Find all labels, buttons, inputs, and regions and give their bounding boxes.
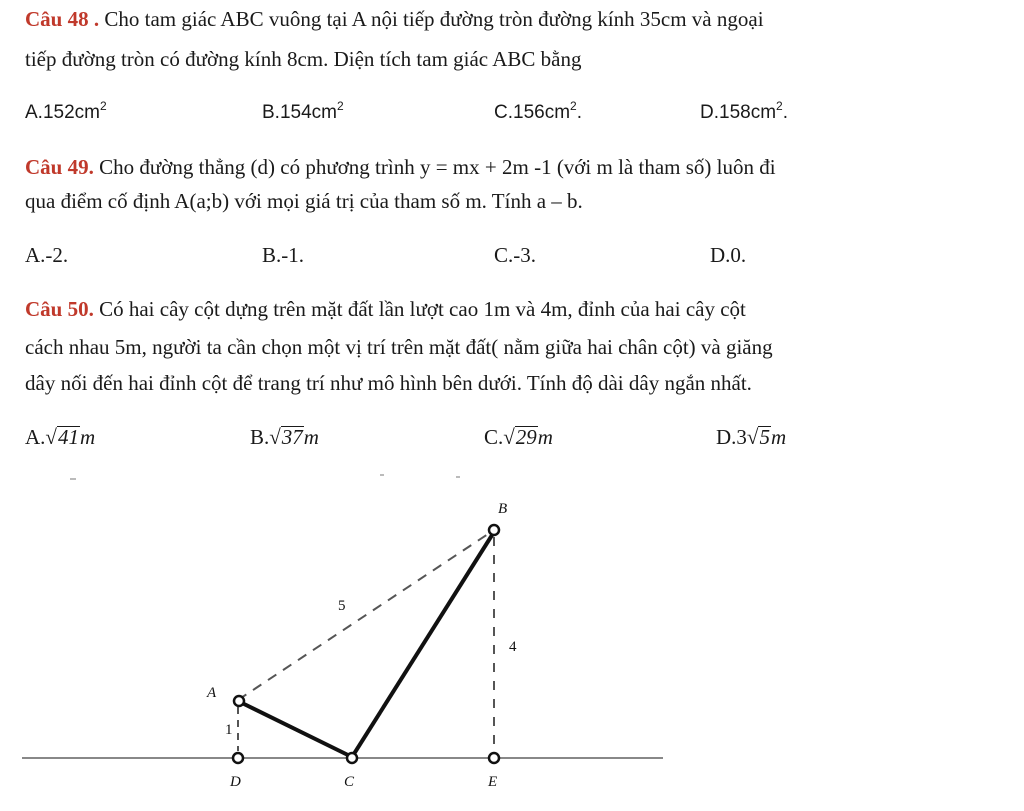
- label-c: C: [344, 774, 355, 790]
- q49-option-d[interactable]: [710, 242, 746, 268]
- option-radicand: 5: [759, 425, 770, 449]
- option-value: 158cm: [719, 102, 777, 123]
- q48-number: Câu 48 .: [25, 7, 100, 31]
- q49-number: Câu 49.: [25, 155, 94, 179]
- option-sup: 2: [99, 99, 107, 113]
- q50-option-b[interactable]: [250, 424, 319, 450]
- point-b: [489, 525, 499, 535]
- sqrt-icon: √: [503, 425, 515, 449]
- q50-text-line2: cách nhau 5m, người ta cần chọn một vị trí trên mặt đất( nằm giữa hai chân cột) và giăng: [25, 335, 773, 359]
- label-b: B: [498, 501, 508, 517]
- q50-option-d[interactable]: [716, 424, 786, 450]
- option-label: A.: [25, 102, 43, 123]
- q48-option-a[interactable]: [25, 100, 107, 126]
- option-sup: 2: [570, 99, 577, 113]
- option-label: C.: [484, 425, 504, 449]
- q48-line1: [25, 6, 764, 32]
- q49-line1: [25, 154, 776, 180]
- label-a: A: [207, 685, 217, 701]
- q50-number: Câu 50.: [25, 297, 94, 321]
- option-radicand: 29: [515, 425, 537, 449]
- option-value: 156cm: [513, 102, 571, 123]
- option-tail: .: [576, 102, 582, 123]
- q48-text-line2: tiếp đường tròn có đường kính 8cm. Diện tích tam giác ABC bằng: [25, 47, 582, 71]
- option-value: -2.: [45, 243, 69, 267]
- point-e: [489, 753, 499, 763]
- option-value: -3.: [513, 243, 537, 267]
- option-label: B.: [262, 102, 280, 123]
- q49-text-line2: qua điểm cố định A(a;b) với mọi giá trị của tham số m. Tính a – b.: [25, 189, 583, 213]
- option-label: B.: [250, 425, 270, 449]
- option-value: -1.: [281, 243, 305, 267]
- sqrt-icon: √: [45, 425, 57, 449]
- option-label: D.: [716, 425, 737, 449]
- q49-text-line1: Cho đường thẳng (d) có phương trình y = mx + 2m -1 (với m là tham số) luôn đi: [99, 155, 776, 179]
- option-unit: m: [770, 425, 787, 449]
- q48-option-c[interactable]: [494, 100, 582, 126]
- option-unit: m: [537, 425, 553, 449]
- option-tail: .: [782, 102, 788, 123]
- rope-cb: [352, 532, 494, 757]
- q49-option-b[interactable]: [262, 242, 304, 268]
- option-value: 152cm: [42, 102, 100, 123]
- option-radicand: 37: [281, 425, 303, 449]
- point-d: [233, 753, 243, 763]
- q48-option-b[interactable]: [262, 100, 344, 126]
- sqrt-icon: √: [269, 425, 281, 449]
- label-length-ab: 5: [338, 598, 346, 614]
- option-value: 154cm: [279, 102, 337, 123]
- point-c: [347, 753, 357, 763]
- option-label: A.: [25, 243, 46, 267]
- option-sup: 2: [336, 99, 344, 113]
- option-label: A.: [25, 425, 46, 449]
- label-d: D: [230, 774, 241, 790]
- option-unit: m: [79, 425, 96, 449]
- segment-ab-dashed: [238, 530, 494, 700]
- label-e: E: [488, 774, 498, 790]
- q48-option-d[interactable]: [700, 100, 788, 126]
- pole-figure: [0, 471, 1024, 811]
- option-sup: 2: [776, 99, 783, 113]
- label-height-b: 4: [509, 639, 517, 655]
- q50-option-c[interactable]: [484, 424, 553, 450]
- option-coef: 3: [736, 425, 747, 449]
- q49-option-c[interactable]: [494, 242, 536, 268]
- sqrt-icon: √: [746, 425, 759, 449]
- option-unit: m: [303, 425, 319, 449]
- q50-text-line3: dây nối đến hai đỉnh cột để trang trí như mô hình bên dưới. Tính độ dài dây ngắn nhất.: [25, 371, 752, 395]
- option-label: C.: [494, 102, 513, 123]
- option-label: D.: [700, 102, 719, 123]
- option-value: 0.: [730, 243, 747, 267]
- point-a: [234, 696, 244, 706]
- q49-option-a[interactable]: [25, 242, 68, 268]
- option-label: D.: [710, 243, 731, 267]
- rope-ac: [240, 702, 352, 757]
- option-label: B.: [262, 243, 282, 267]
- q50-option-a[interactable]: [25, 424, 95, 450]
- label-height-a: 1: [225, 722, 233, 738]
- q50-line1: [25, 296, 746, 322]
- option-label: C.: [494, 243, 514, 267]
- q50-text-line1: Có hai cây cột dựng trên mặt đất lần lượt cao 1m và 4m, đỉnh của hai cây cột: [99, 297, 746, 321]
- option-radicand: 41: [57, 425, 79, 449]
- q48-text-line1: Cho tam giác ABC vuông tại A nội tiếp đường tròn đường kính 35cm và ngoại: [104, 7, 764, 31]
